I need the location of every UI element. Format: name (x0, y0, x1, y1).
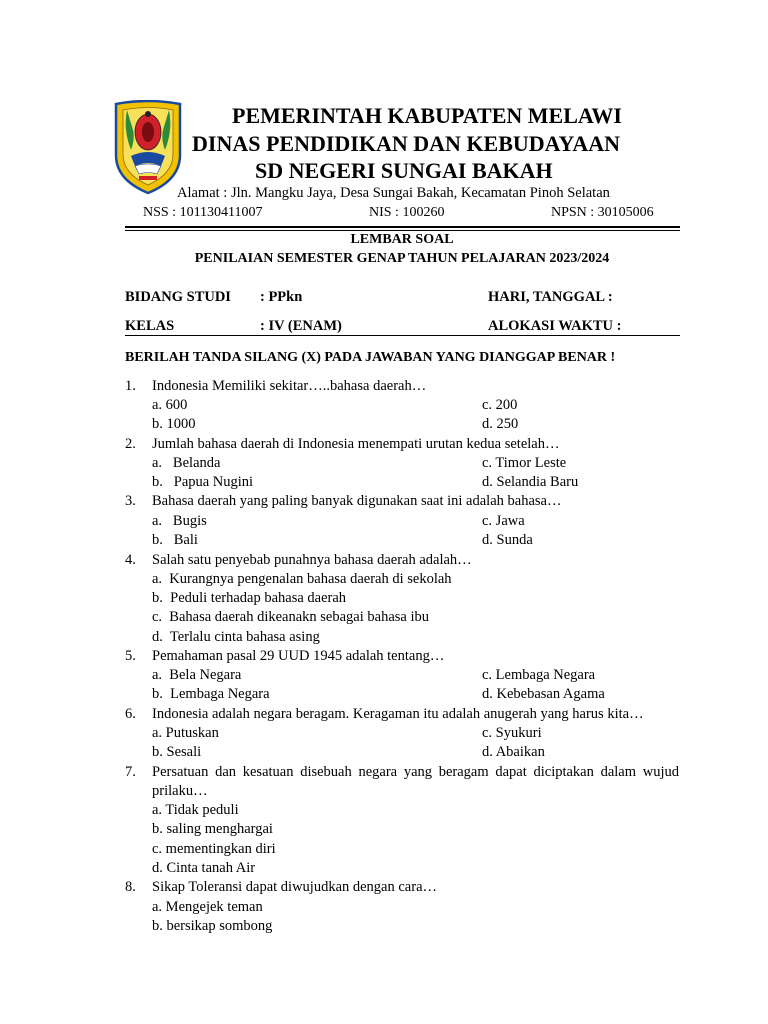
question-text: Indonesia adalah negara beragam. Keragaman itu adalah anugerah yang harus kita… (152, 706, 644, 722)
question-text: Pemahaman pasal 29 UUD 1945 adalah tentang… (152, 648, 445, 664)
answer-option: b. Lembaga Negara (152, 686, 270, 702)
answer-option: d. Terlalu cinta bahasa asing (152, 629, 320, 645)
class-value: : IV (ENAM) (260, 318, 342, 334)
answer-option: d. Abaikan (482, 744, 545, 760)
npsn-number: NPSN : 30105006 (551, 205, 654, 220)
answer-option: c. 200 (482, 397, 518, 413)
subject-label: BIDANG STUDI (125, 289, 231, 305)
question-text: Persatuan dan kesatuan disebuah negara yang beragam dapat diciptakan dalam wujud (152, 764, 679, 780)
header-line-2: DINAS PENDIDIKAN DAN KEBUDAYAAN (192, 131, 621, 156)
question-number: 6. (125, 706, 136, 722)
question-number: 5. (125, 648, 136, 664)
doc-title: LEMBAR SOAL (350, 232, 454, 247)
answer-option: d. 250 (482, 416, 519, 432)
day-date-label: HARI, TANGGAL : (488, 289, 613, 305)
question-text: Salah satu penyebab punahnya bahasa daerah adalah… (152, 552, 472, 568)
question-text: Jumlah bahasa daerah di Indonesia menempati urutan kedua setelah… (152, 436, 560, 452)
answer-option: a. Putuskan (152, 725, 219, 741)
answer-option: a. Mengejek teman (152, 899, 263, 915)
answer-option: c. Syukuri (482, 725, 542, 741)
question-text: Sikap Toleransi dapat diwujudkan dengan cara… (152, 879, 438, 895)
doc-subtitle: PENILAIAN SEMESTER GENAP TAHUN PELAJARAN 2023/2024 (194, 251, 610, 266)
answer-option: c. Timor Leste (482, 455, 567, 471)
question-text-continued: prilaku… (152, 783, 208, 799)
meta-divider (125, 335, 680, 336)
question-text: Bahasa daerah yang paling banyak digunakan saat ini adalah bahasa… (152, 493, 562, 509)
answer-option: b. saling menghargai (152, 821, 273, 837)
answer-option: a. 600 (152, 397, 188, 413)
answer-option: d. Cinta tanah Air (152, 860, 256, 876)
instruction-text: BERILAH TANDA SILANG (X) PADA JAWABAN YANG DIANGGAP BENAR ! (125, 350, 616, 365)
header-divider-thick (125, 226, 680, 228)
question-number: 1. (125, 378, 136, 394)
answer-option: a. Belanda (152, 455, 221, 471)
answer-option: d. Kebebasan Agama (482, 686, 605, 702)
subject-value: : PPkn (260, 289, 303, 305)
answer-option: c. mementingkan diri (152, 841, 276, 857)
answer-option: b. Bali (152, 532, 198, 548)
question-number: 8. (125, 879, 136, 895)
question-number: 7. (125, 764, 136, 780)
answer-option: a. Bela Negara (152, 667, 242, 683)
answer-option: c. Jawa (482, 513, 525, 529)
answer-option: b. bersikap sombong (152, 918, 273, 934)
answer-option: b. Peduli terhadap bahasa daerah (152, 590, 347, 606)
question-number: 4. (125, 552, 136, 568)
regency-emblem-icon (113, 100, 183, 195)
question-text: Indonesia Memiliki sekitar…..bahasa daerah… (152, 378, 427, 394)
header-divider-thin (125, 230, 680, 231)
header-line-1: PEMERINTAH KABUPATEN MELAWI (232, 103, 622, 128)
time-allocation-label: ALOKASI WAKTU : (488, 318, 622, 334)
answer-option: b. Sesali (152, 744, 202, 760)
answer-option: d. Sunda (482, 532, 533, 548)
nss-number: NSS : 101130411007 (143, 205, 263, 220)
school-address: Alamat : Jln. Mangku Jaya, Desa Sungai Bakah, Kecamatan Pinoh Selatan (177, 185, 610, 201)
nis-number: NIS : 100260 (369, 205, 445, 220)
class-label: KELAS (125, 318, 175, 334)
header-line-3: SD NEGERI SUNGAI BAKAH (255, 158, 553, 183)
answer-option: b. 1000 (152, 416, 196, 432)
answer-option: d. Selandia Baru (482, 474, 579, 490)
answer-option: a. Kurangnya pengenalan bahasa daerah di sekolah (152, 571, 452, 587)
answer-option: b. Papua Nugini (152, 474, 254, 490)
question-number: 3. (125, 493, 136, 509)
answer-option: a. Tidak peduli (152, 802, 239, 818)
answer-option: a. Bugis (152, 513, 207, 529)
question-number: 2. (125, 436, 136, 452)
answer-option: c. Bahasa daerah dikeanakn sebagai bahasa ibu (152, 609, 429, 625)
answer-option: c. Lembaga Negara (482, 667, 596, 683)
